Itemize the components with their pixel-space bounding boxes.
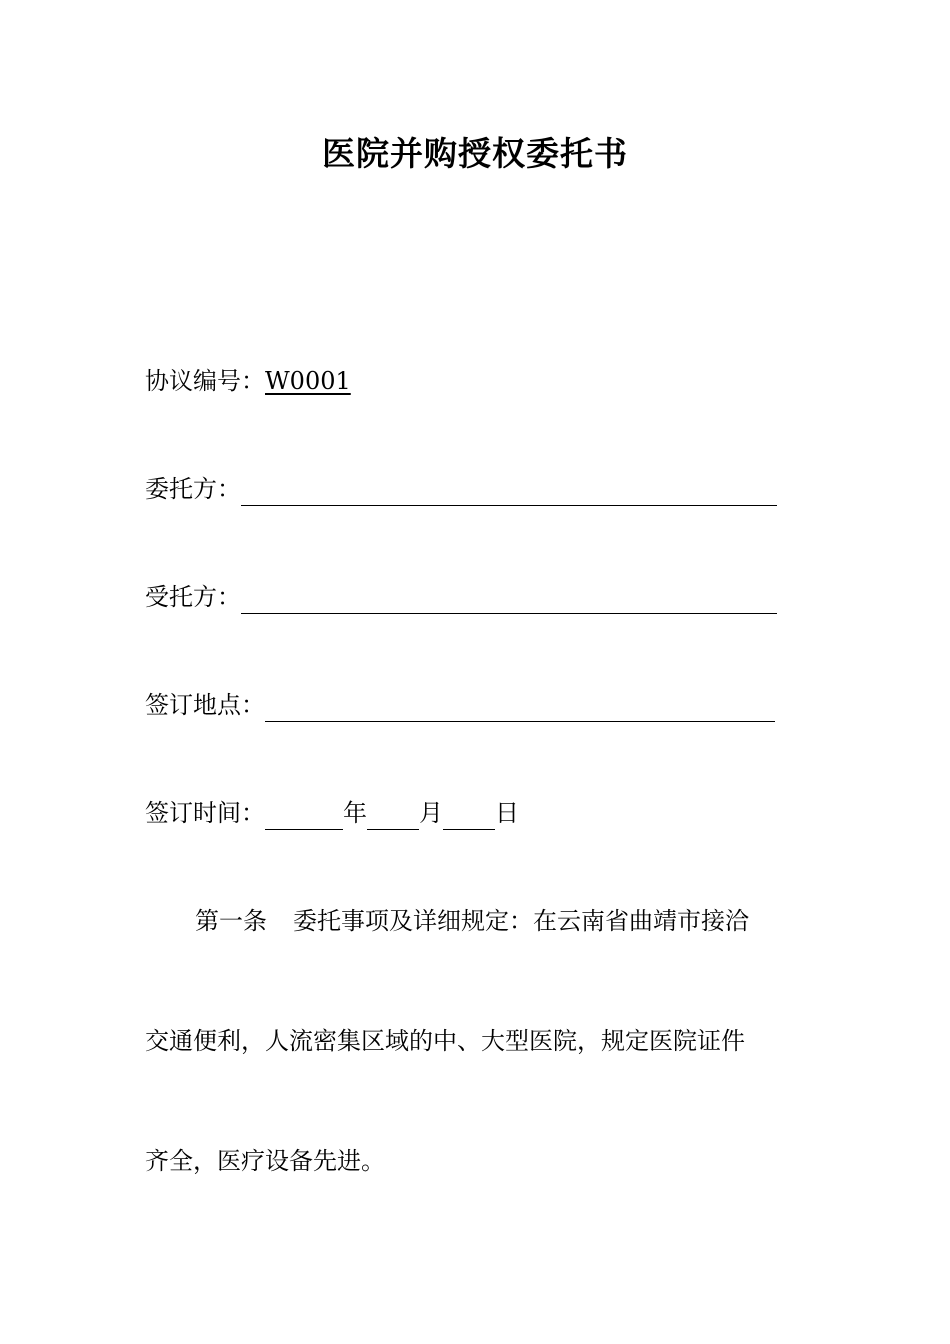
year-unit: 年	[343, 799, 367, 827]
principal-row	[145, 472, 777, 506]
article-1-heading: 第一条	[195, 907, 267, 935]
day-blank[interactable]	[443, 802, 495, 830]
signing-date-label: 签订时间：	[145, 799, 265, 827]
document-title: 医院并购授权委托书	[322, 134, 628, 173]
month-unit: 月	[419, 799, 443, 827]
month-blank[interactable]	[367, 802, 419, 830]
article-1-line-3: 齐全，医疗设备先进。	[145, 1147, 385, 1175]
signing-place-label: 签订地点：	[145, 691, 265, 719]
article-1-text-1: 委托事项及详细规定：在云南省曲靖市接洽	[293, 907, 749, 935]
signing-place-blank[interactable]	[265, 694, 775, 722]
agreement-number-row	[145, 364, 351, 398]
principal-blank[interactable]	[241, 478, 777, 506]
article-1-line-2: 交通便利，人流密集区域的中、大型医院，规定医院证件	[145, 1027, 745, 1055]
agreement-number-value: W0001	[265, 367, 351, 395]
article-1-line-1	[145, 904, 785, 938]
day-unit: 日	[495, 799, 519, 827]
year-blank[interactable]	[265, 802, 343, 830]
agent-blank[interactable]	[241, 586, 777, 614]
agent-label: 受托方：	[145, 583, 241, 611]
agent-row	[145, 580, 777, 614]
principal-label: 委托方：	[145, 475, 241, 503]
signing-place-row	[145, 688, 775, 722]
signing-date-row	[145, 796, 519, 830]
agreement-number-label: 协议编号：	[145, 367, 265, 395]
